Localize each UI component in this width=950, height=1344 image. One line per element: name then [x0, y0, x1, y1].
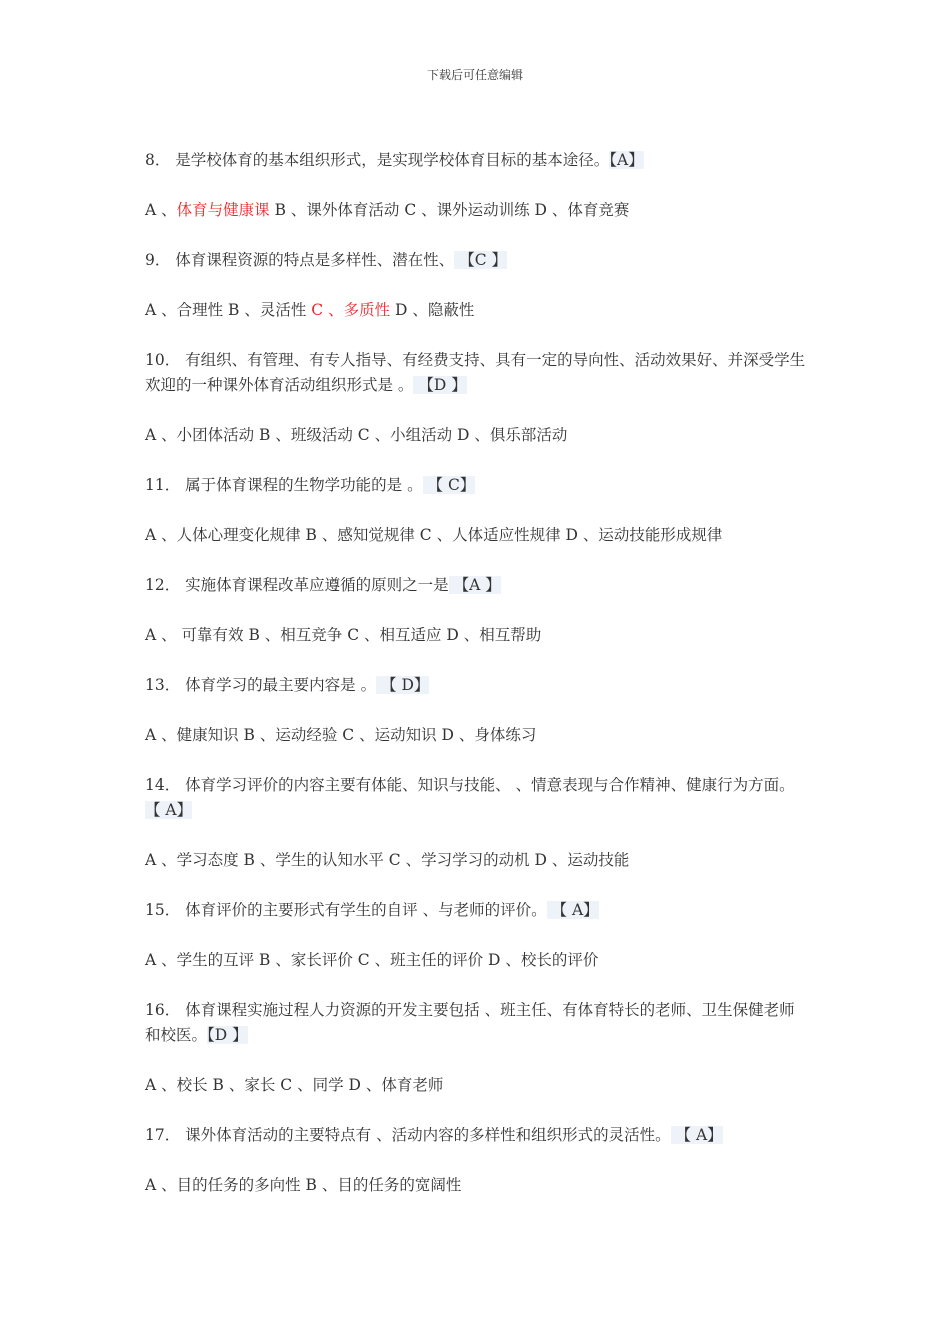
page-header: 下载后可任意编辑 — [426, 68, 523, 82]
answer-key: 【 A】 — [145, 801, 193, 819]
question-8 — [145, 148, 810, 173]
options-16: A 、校长 B 、家长 C 、同学 D 、体育老师 — [145, 1076, 444, 1094]
option-text: B 、课外体育活动 C 、课外运动训练 D 、体育竞赛 — [269, 201, 630, 219]
question-text: 10． 有组织、有管理、有专人指导、有经费支持、具有一定的导向性、活动效果好、并深受学生欢迎的一种课外体育活动组织形式是 。 — [145, 351, 806, 394]
question-9 — [145, 248, 810, 273]
answer-key: 【 A】 — [546, 901, 599, 919]
question-13 — [145, 673, 810, 698]
option-text: A 、 — [145, 201, 177, 219]
options-15: A 、学生的互评 B 、家长评价 C 、班主任的评价 D 、校长的评价 — [145, 951, 599, 969]
document-body — [145, 148, 810, 1198]
options-11: A 、人体心理变化规律 B 、感知觉规律 C 、人体适应性规律 D 、运动技能形成规律 — [145, 526, 723, 544]
option-text: A 、合理性 B 、灵活性 — [145, 301, 312, 319]
options-14: A 、学习态度 B 、学生的认知水平 C 、学习学习的动机 D 、运动技能 — [145, 851, 630, 869]
question-text: 9． 体育课程资源的特点是多样性、潜在性、 — [145, 251, 455, 269]
question-10 — [145, 348, 810, 398]
question-16 — [145, 998, 810, 1048]
question-14 — [145, 773, 810, 823]
question-text: 11． 属于体育课程的生物学功能的是 。 — [145, 476, 423, 494]
options-10: A 、小团体活动 B 、班级活动 C 、小组活动 D 、俱乐部活动 — [145, 426, 568, 444]
question-text: 17． 课外体育活动的主要特点有 、活动内容的多样性和组织形式的灵活性。 — [145, 1126, 671, 1144]
answer-key: 【 D】 — [376, 676, 430, 694]
question-text: 8． 是学校体育的基本组织形式，是实现学校体育目标的基本途径。 — [145, 151, 610, 169]
options-8 — [145, 198, 810, 223]
question-text: 13． 体育学习的最主要内容是 。 — [145, 676, 377, 694]
options-13: A 、健康知识 B 、运动经验 C 、运动知识 D 、身体练习 — [145, 726, 537, 744]
answer-key: 【D 】 — [413, 376, 467, 394]
question-text: 16． 体育课程实施过程人力资源的开发主要包括 、班主任、有体育特长的老师、卫生保健老师和校医。 — [145, 1001, 795, 1044]
option-text: D 、隐蔽性 — [390, 301, 475, 319]
question-text: 14． 体育学习评价的内容主要有体能、知识与技能、 、情意表现与合作精神、健康行为方面。 — [145, 776, 795, 794]
question-17 — [145, 1123, 810, 1148]
correct-option: 体育与健康课 — [176, 201, 270, 219]
options-9 — [145, 298, 810, 323]
answer-key: 【A】 — [609, 151, 644, 169]
question-text: 12． 实施体育课程改革应遵循的原则之一是 — [145, 576, 449, 594]
options-17: A 、目的任务的多向性 B 、目的任务的宽阔性 — [145, 1176, 462, 1194]
answer-key: 【 C】 — [422, 476, 476, 494]
question-text: 15． 体育评价的主要形式有学生的自评 、与老师的评价。 — [145, 901, 547, 919]
question-12 — [145, 573, 810, 598]
options-12: A 、 可靠有效 B 、相互竞争 C 、相互适应 D 、相互帮助 — [145, 626, 542, 644]
question-11 — [145, 473, 810, 498]
correct-option: C 、多质性 — [311, 301, 391, 319]
answer-key: 【C 】 — [454, 251, 508, 269]
answer-key: 【A 】 — [448, 576, 501, 594]
answer-key: 【D 】 — [207, 1026, 248, 1044]
question-15 — [145, 898, 810, 923]
answer-key: 【 A】 — [670, 1126, 723, 1144]
